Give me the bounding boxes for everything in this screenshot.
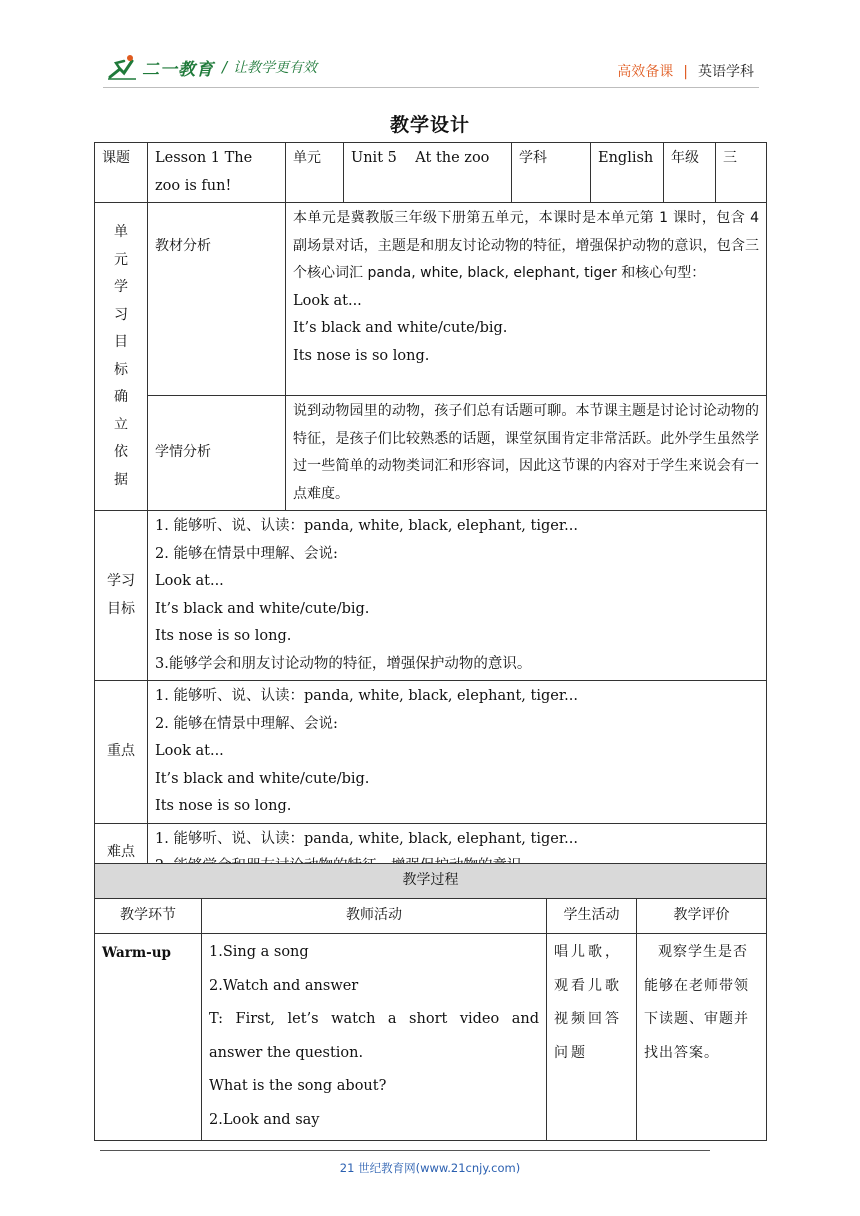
course-value: Lesson 1 The zoo is fun! [148, 143, 286, 203]
goals-content [148, 511, 767, 681]
material-analysis-content [286, 203, 767, 396]
warmup-evaluation: 观察学生是否能够在老师带领下读题、审题并找出答案。 [637, 934, 767, 1141]
logo-separator: / [222, 58, 228, 76]
goal-line: 2. 能够在情景中理解、会说: [155, 545, 338, 562]
material-analysis-label: 教材分析 [148, 203, 286, 396]
header-teacher-activity: 教师活动 [202, 899, 547, 934]
footer-divider [100, 1150, 710, 1151]
key-point-line: Its nose is so long. [155, 798, 292, 814]
teaching-process-table [94, 863, 767, 1141]
runner-logo-icon [106, 53, 140, 81]
header-subject-labels [617, 61, 754, 81]
goals-label: 学习 目标 [95, 511, 148, 681]
key-points-content [148, 681, 767, 824]
header-stage: 教学环节 [95, 899, 202, 934]
teacher-line: 2.Look and say [209, 1111, 320, 1128]
basis-label: 单 元 学 习 目 标 确 立 依 据 [95, 203, 148, 511]
student-analysis-label: 学情分析 [148, 396, 286, 511]
teacher-line: 2.Watch and answer [209, 977, 359, 994]
warmup-stage: Warm-up [95, 934, 202, 1141]
teacher-line: What is the song about? [209, 1078, 387, 1095]
subject-label: 学科 [512, 143, 591, 203]
course-label: 课题 [95, 143, 148, 203]
material-paragraph: 本单元是冀教版三年级下册第五单元，本课时是本单元第 1 课时，包含 4 副场景对话，主题是和朋友讨论动物的特征，增强保护动物的意识，包含三个核心词汇 panda, white, black, elephant, tiger 和核心句型： [293, 210, 759, 281]
label-divider: | [683, 64, 688, 80]
unit-label: 单元 [286, 143, 344, 203]
warmup-teacher-activity [202, 934, 547, 1141]
key-point-line: 2. 能够在情景中理解、会说: [155, 715, 338, 732]
process-header-row [95, 899, 767, 934]
slogan: 让教学更有效 [233, 60, 318, 76]
header-evaluation: 教学评价 [637, 899, 767, 934]
goal-line: Its nose is so long. [155, 628, 292, 644]
material-line: It’s black and white/cute/big. [293, 320, 508, 336]
logo-text: 二一教育 [142, 59, 214, 80]
teacher-line: 1.Sing a song [209, 944, 309, 960]
header-student-activity: 学生活动 [547, 899, 637, 934]
page-title: 教学设计 [389, 114, 470, 136]
warmup-row [95, 934, 767, 1141]
student-analysis-row [95, 396, 767, 511]
goal-line: 1. 能够听、说、认读：panda, white, black, elephant, tiger... [155, 518, 578, 534]
unit-value: Unit 5 At the zoo [344, 143, 512, 203]
process-title-row [95, 864, 767, 899]
material-line: Look at... [293, 292, 362, 309]
key-point-line: It’s black and white/cute/big. [155, 770, 370, 787]
process-title: 教学过程 [95, 864, 767, 899]
goal-line: 3.能够学会和朋友讨论动物的特征，增强保护动物的意识。 [155, 655, 532, 672]
teacher-line: T: First, let’s watch a short video and answer the question. [209, 1011, 539, 1061]
grade-value: 三 [716, 143, 767, 203]
key-point-line: Look at... [155, 743, 224, 759]
difficulty-line: 1. 能够听、说、认读：panda, white, black, elephant, tiger... [155, 830, 578, 847]
warmup-student-activity: 唱儿歌，观看儿歌视频回答问题 [547, 934, 637, 1141]
info-row [95, 143, 767, 203]
difficulties-label: 难点 [95, 823, 148, 883]
student-analysis-content: 说到动物园里的动物，孩子们总有话题可聊。本节课主题是讨论讨论动物的特征，是孩子们比较熟悉的话题，课堂氛围肯定非常活跃。此外学生虽然学过一些简单的动物类词汇和形容词，因此这节课的内容对于学生来说会有一点难度。 [286, 396, 767, 511]
goals-row [95, 511, 767, 681]
material-analysis-row [95, 203, 767, 396]
key-points-label: 重点 [95, 681, 148, 824]
header-divider [103, 87, 759, 88]
goal-line: Look at... [155, 573, 224, 589]
footer-link[interactable]: 21 世纪教育网(www.21cnjy.com) [339, 1161, 521, 1175]
goal-line: It’s black and white/cute/big. [155, 600, 370, 617]
key-point-line: 1. 能够听、说、认读：panda, white, black, elephant, tiger... [155, 688, 578, 704]
key-points-row [95, 681, 767, 824]
label-subject: 英语学科 [698, 64, 754, 80]
page-header [0, 0, 860, 100]
label-efficient-prep: 高效备课 [617, 64, 674, 80]
lesson-design-table [94, 142, 767, 884]
grade-label: 年级 [664, 143, 716, 203]
subject-value: English [591, 143, 664, 203]
material-line: Its nose is so long. [293, 347, 430, 364]
brand-logo[interactable] [106, 53, 317, 81]
